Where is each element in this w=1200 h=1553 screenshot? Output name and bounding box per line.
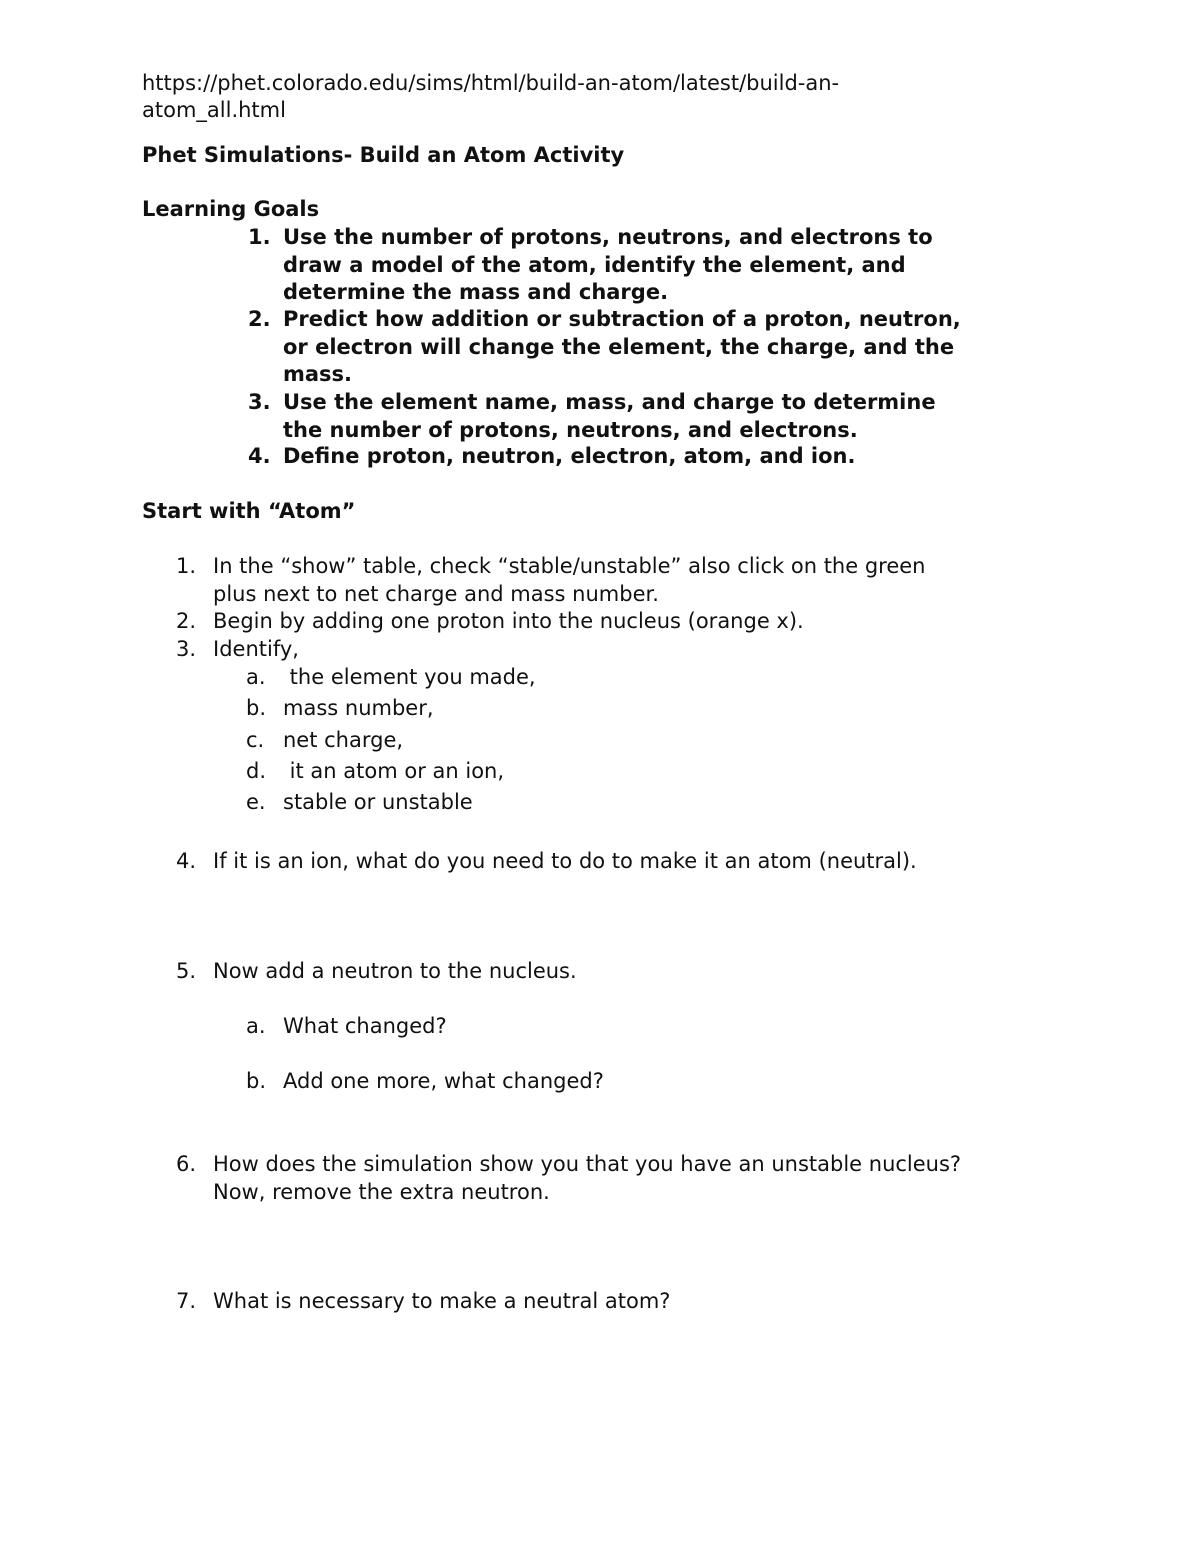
sub-text: What changed?: [283, 1014, 447, 1038]
question-number: 2.: [176, 609, 197, 633]
sub-text: net charge,: [283, 728, 404, 752]
sub-text: mass number,: [283, 696, 434, 720]
goal-line: mass.: [283, 362, 353, 386]
goal-text: [283, 389, 1063, 444]
sub-text: the element you made,: [283, 665, 536, 689]
goal-line: determine the mass and charge.: [283, 280, 669, 304]
section-heading: Start with “Atom”: [142, 499, 356, 523]
sub-number: e.: [246, 790, 266, 814]
learning-goals-heading: Learning Goals: [142, 197, 320, 221]
sub-text: Add one more, what changed?: [283, 1069, 604, 1093]
goal-text: [283, 306, 1063, 389]
sub-number: c.: [246, 728, 265, 752]
goal-line: Use the element name, mass, and charge to determine: [283, 390, 936, 414]
question-text: If it is an ion, what do you need to do to make it an atom (neutral).: [213, 849, 917, 873]
sub-number: b.: [246, 696, 267, 720]
question-number: 5.: [176, 959, 197, 983]
simulation-url[interactable]: [142, 70, 1002, 124]
question-number: 1.: [176, 554, 197, 578]
goal-text: [283, 224, 1063, 307]
page-title: Phet Simulations- Build an Atom Activity: [142, 143, 625, 167]
question-line: plus next to net charge and mass number.: [213, 581, 659, 606]
question-number: 4.: [176, 849, 197, 873]
goal-number: 3.: [248, 390, 271, 414]
goal-line: the number of protons, neutrons, and electrons.: [283, 417, 858, 442]
sub-number: d.: [246, 759, 267, 783]
question-text: Identify,: [213, 637, 299, 661]
sub-number: a.: [246, 1014, 266, 1038]
question-text: Now add a neutron to the nucleus.: [213, 959, 577, 983]
goal-text: [283, 443, 1063, 471]
question-number: 6.: [176, 1152, 197, 1176]
question-line: How does the simulation show you that you have an unstable nucleus?: [213, 1152, 962, 1176]
question-text: Begin by adding one proton into the nucleus (orange x).: [213, 609, 804, 633]
question-line: In the “show” table, check “stable/unstable” also click on the green: [213, 554, 926, 578]
sub-number: a.: [246, 665, 266, 689]
goal-line: Use the number of protons, neutrons, and electrons to: [283, 225, 933, 249]
question-number: 7.: [176, 1289, 197, 1313]
question-line: Now, remove the extra neutron.: [213, 1179, 550, 1204]
goal-number: 4.: [248, 444, 271, 468]
sub-text: it an atom or an ion,: [283, 759, 505, 783]
question-text: [213, 1151, 1073, 1206]
url-line-1[interactable]: https://phet.colorado.edu/sims/html/build-an-atom/latest/build-an-: [142, 71, 840, 95]
goal-line: draw a model of the atom, identify the element, and: [283, 252, 906, 277]
goal-line: Define proton, neutron, electron, atom, and ion.: [283, 444, 856, 468]
goal-line: Predict how addition or subtraction of a proton, neutron,: [283, 307, 961, 331]
sub-number: b.: [246, 1069, 267, 1093]
question-number: 3.: [176, 637, 197, 661]
question-text: What is necessary to make a neutral atom?: [213, 1289, 671, 1313]
sub-text: stable or unstable: [283, 790, 473, 814]
question-text: [213, 553, 1073, 608]
url-line-2[interactable]: atom_all.html: [142, 98, 286, 122]
goal-number: 2.: [248, 307, 271, 331]
goal-line: or electron will change the element, the charge, and the: [283, 334, 955, 359]
goal-number: 1.: [248, 225, 271, 249]
